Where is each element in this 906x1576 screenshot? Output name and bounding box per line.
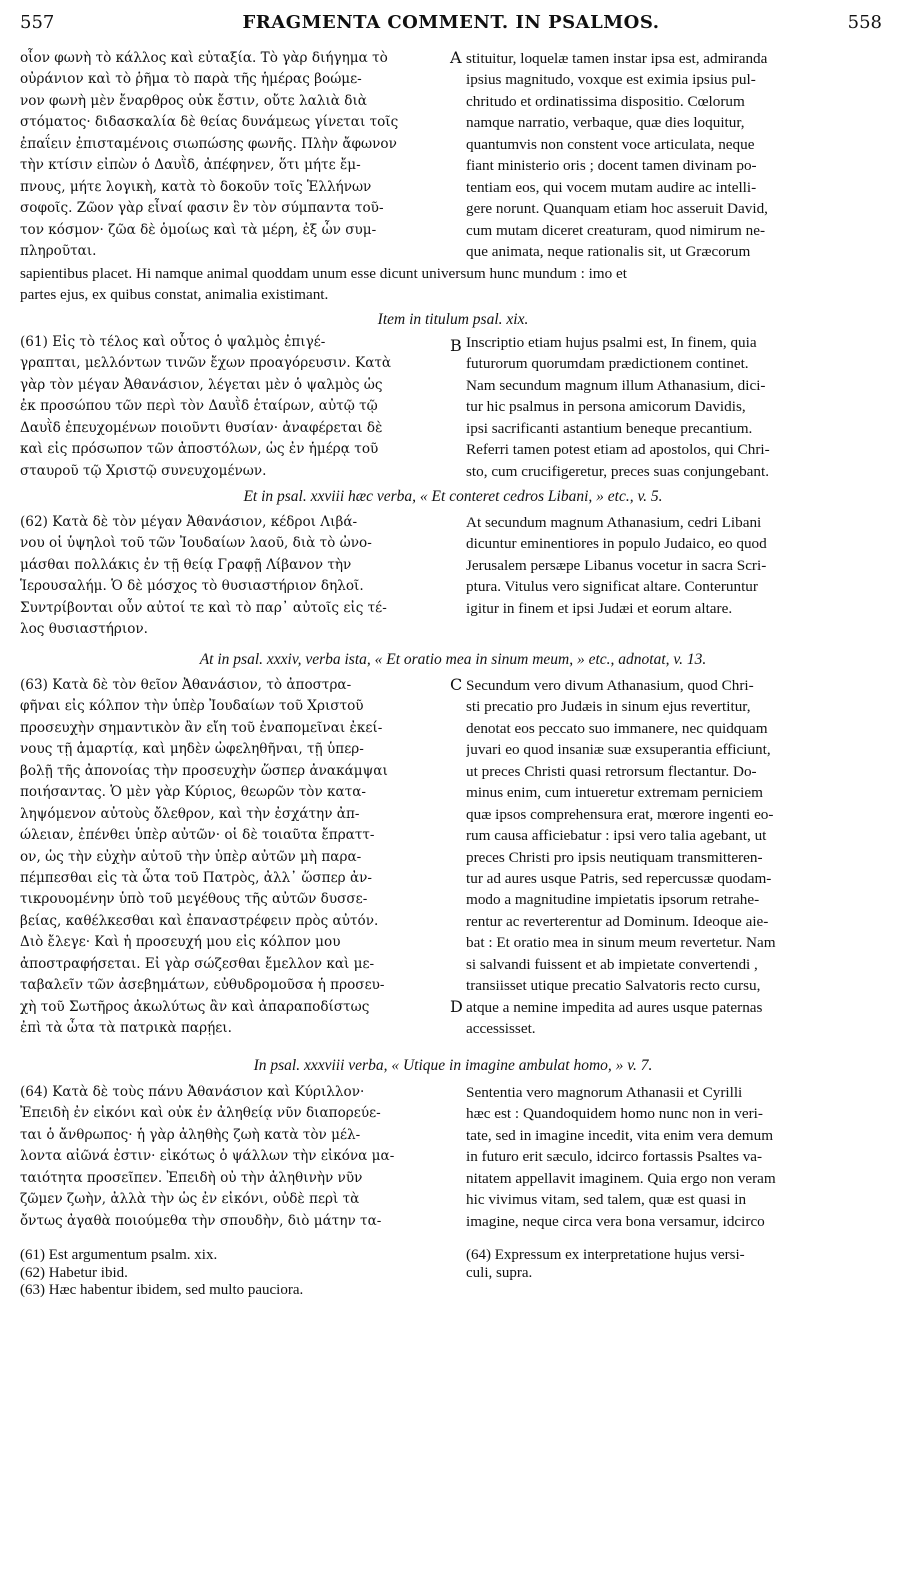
latin-text-line: rentur ac reverterentur ad Dominum. Ideoque aie- [466, 912, 769, 930]
greek-text-line: Ἐπειδὴ ἐν εἰκόνι καὶ οὐκ ἐν ἀληθείᾳ νῦν διαπορεύε- [20, 1105, 381, 1122]
greek-text-line: τὴν κτίσιν εἰπὼν ὁ Δαυῒδ, ἀπέφηνεν, ὅτι μήτε ἔμ- [20, 157, 361, 174]
greek-text-line: σοφοῖς. Ζῶον γὰρ εἶναί φασιν ἓν τὸν σύμπαντα τοῦ- [20, 200, 384, 217]
greek-text-line: τον κόσμον· ζῶα δὲ ὁμοίως καὶ τὰ μέρη, ἐξ ὧν συμ- [20, 221, 377, 238]
latin-text-line: ut preces Christi quasi retrorsum flectantur. Do- [466, 762, 757, 780]
latin-text-line: partes ejus, ex quibus constat, animalia existimant. [20, 286, 329, 304]
latin-text-line: sapientibus placet. Hi namque animal quoddam unum esse dicunt universum hunc mundum : imo et [20, 265, 627, 282]
latin-text-line: tur ad aures usque Patris, sed repercussæ quodam- [466, 869, 772, 887]
latin-text-line: que animata, neque rationalis sit, ut Græcorum [466, 242, 751, 260]
page-number-left: 557 [20, 12, 55, 33]
latin-text-line: hic vivimus vitam, sed talem, quæ est quasi in [466, 1191, 747, 1209]
latin-text-line: Jerusalem persæpe Libanus vocetur in sacra Scri- [466, 556, 767, 574]
latin-text-line: sti precatio pro Judæis in sinum ejus revertitur, [466, 698, 751, 716]
latin-text-line: imagine, neque circa vera bona versamur, idcirco [466, 1212, 765, 1230]
running-head [20, 12, 882, 40]
greek-text-line: Ἱερουσαλήμ. Ὁ δὲ μόσχος τὸ θυσιαστήριον δηλοῖ. [20, 578, 364, 595]
latin-text-line: Referri tamen potest etiam ad apostolos, qui Chri- [466, 441, 770, 459]
latin-text-line: futurorum quorumdam prædictionem continet. [466, 355, 749, 373]
greek-text-line: οἷον φωνὴ τὸ κάλλος καὶ εὐταξία. Τὸ γὰρ διήγημα τὸ [20, 50, 388, 66]
margin-marker-c: C [450, 675, 463, 694]
latin-text-line: quantumvis non constent voce articulata, neque [466, 135, 755, 153]
greek-text-line: καὶ εἰς πρόσωπον τῶν ἀποστόλων, ὡς ἐν ἡμέρᾳ τοῦ [20, 441, 379, 458]
footnote-line: (63) Hæc habentur ibidem, sed multo pauciora. [20, 1282, 304, 1298]
greek-text-line: στόματος· διδασκαλία δὲ θείας δυνάμεως γίνεται τοῖς [20, 114, 399, 131]
greek-text-line: ποιήσαντας. Ὁ μὲν γὰρ Κύριος, θεωρῶν τὸν κατα- [20, 784, 367, 801]
greek-text-line: (61) Εἰς τὸ τέλος καὶ οὗτος ὁ ψαλμὸς ἐπιγέ- [20, 334, 326, 350]
greek-text-line: ζῶμεν ζωὴν, ἀλλὰ τὴν ὡς ἐν εἰκόνι, οὐδὲ περὶ τὰ [20, 1191, 360, 1208]
greek-text-line: Διὸ ἔλεγε· Καὶ ἡ προσευχή μου εἰς κόλπον μου [20, 934, 341, 951]
greek-text-line: ἐπὶ τὰ ὦτα τὰ πατρικὰ παρῄει. [20, 1020, 232, 1036]
latin-text-line: cum mutam diceret creaturam, quod nimirum ne- [466, 221, 766, 239]
greek-text-line: βείας, καθέλκεσθαι καὶ ἐπαναστρέφειν πρὸς αὐτόν. [20, 912, 379, 929]
greek-text-line: οὐράνιον καὶ τὸ ῥῆμα τὸ παρὰ τῆς ἡμέρας βοώμε- [20, 71, 362, 88]
latin-text-line: At secundum magnum Athanasium, cedri Libani [466, 514, 762, 531]
latin-text-line: hæc est : Quandoquidem homo nunc non in veri- [466, 1105, 763, 1123]
greek-text-line: νους τῇ ἁμαρτίᾳ, καὶ μηδὲν ὠφεληθῆναι, τῇ ὑπερ- [20, 741, 364, 758]
block-2 [20, 512, 886, 642]
greek-text-line: ταιότητα προσεῖπεν. Ἐπειδὴ οὐ τὴν ἀληθινὴν νῦν [20, 1169, 363, 1186]
latin-text-line: igitur in finem et ipsi Judæi et eorum altare. [466, 599, 733, 617]
latin-text-line: tur hic psalmus in persona amicorum Davidis, [466, 398, 746, 416]
greek-text-line: βολῇ τῆς ἀπονοίας τὴν προσευχὴν ὥσπερ ἀνακάμψαι [20, 762, 388, 779]
greek-text-line: μάσθαι πολλάκις ἐν τῇ θείᾳ Γραφῇ Λίβανον τὴν [20, 556, 352, 573]
greek-text-line: γραπται, μελλόντων τινῶν ἔχων προαγόρευσιν. Κατὰ [20, 355, 392, 372]
greek-text-line: πληροῦται. [20, 242, 97, 259]
greek-column [20, 675, 448, 1039]
latin-column [466, 332, 886, 482]
greek-column [20, 48, 448, 262]
block-4 [20, 1082, 886, 1234]
latin-text-line: fiant ministerio oris ; docent tamen divinam po- [466, 157, 757, 175]
greek-text-line: νον φωνὴ μὲν ἔναρθρος οὐκ ἔστιν, οὔτε λαλιὰ διὰ [20, 92, 367, 109]
greek-text-line: (63) Κατὰ δὲ τὸν θεῖον Ἀθανάσιον, τὸ ἀποστρα- [20, 677, 352, 693]
greek-text-line: ται ὁ ἄνθρωπος· ἡ γὰρ ἀληθὴς ζωὴ κατὰ τὸν μέλ- [20, 1126, 361, 1143]
latin-text-line: denotat eos peccato suo immanere, nec quidquam [466, 719, 768, 737]
footnote-line: (62) Habetur ibid. [20, 1264, 128, 1281]
greek-text-line: σταυροῦ τῷ Χριστῷ συνευχομένων. [20, 462, 267, 479]
greek-column [20, 1082, 448, 1232]
latin-text-line: Nam secundum magnum illum Athanasium, dici- [466, 376, 766, 394]
latin-text-line: juvari eo quod insaniæ suæ exsuperantia efficiunt, [466, 741, 771, 759]
latin-text-line: Secundum vero divum Athanasium, quod Chri- [466, 677, 754, 694]
latin-text-line: si salvandi fuissent et ab impietate convertendi , [466, 955, 758, 973]
latin-column [466, 48, 886, 262]
greek-column [20, 512, 448, 641]
greek-text-line: πέμπεσθαι εἰς τὰ ὦτα τοῦ Πατρὸς, ἀλλ᾽ ὥσπερ ἀν- [20, 869, 373, 886]
greek-text-line: προσευχὴν σημαντικὸν ἂν εἴη τοῦ ἐναπομεῖναι ἐκεί- [20, 719, 383, 736]
latin-text-line: namque narratio, verbaque, quæ dies loquitur, [466, 114, 745, 132]
greek-text-line: ληψόμενον αὐτοὺς ὄλεθρον, καὶ τὴν ἐσχάτην ἀπ- [20, 805, 360, 822]
latin-column [466, 675, 886, 1039]
greek-text-line: ώλειαν, ἐπένθει ὑπὲρ αὐτῶν· οἱ δὲ τοιαῦτα ἔπραττ- [20, 827, 375, 844]
latin-text-line: gere norunt. Quanquam etiam hoc asseruit David, [466, 200, 768, 218]
greek-text-line: γὰρ τὸν μέγαν Ἀθανάσιον, λέγεται μὲν ὁ ψαλμὸς ὡς [20, 376, 383, 393]
margin-marker-d: D [450, 997, 463, 1016]
footnotes-left [20, 1247, 450, 1300]
latin-text-line: chritudo et ordinatissima dispositio. Cœlorum [466, 92, 745, 110]
latin-text-line: accessisset. [466, 1020, 536, 1037]
latin-text-line: transiisset utique precatio Salvatoris recto cursu, [466, 977, 761, 995]
latin-text-line: bat : Et oratio mea in sinum meum revertetur. Nam [466, 934, 776, 952]
full-width-latin [20, 263, 886, 306]
latin-column [466, 512, 886, 619]
running-title: FRAGMENTA COMMENT. IN PSALMOS. [242, 12, 660, 33]
greek-text-line: νου οἱ ὑψηλοὶ τοῦ τῶν Ἰουδαίων λαοῦ, διὰ τὸ ὠνο- [20, 535, 372, 552]
latin-text-line: modo a magnitudine impietatis ipsorum retrahe- [466, 891, 760, 909]
greek-text-line: τικρουομένην ὑπὸ τοῦ μεγέθους τῆς αὐτῶν δυσσε- [20, 891, 368, 908]
latin-text-line: ipsius magnitudo, voxque est eximia ipsius pul- [466, 71, 756, 89]
latin-text-line: quæ ipsos comprehensura erat, mœrore ingenti eo- [466, 805, 774, 823]
latin-text-line: rum causa afficiebatur : ipsi vero talia agebant, ut [466, 827, 767, 845]
margin-marker-a: A [450, 48, 462, 67]
page-number-right: 558 [847, 12, 882, 33]
latin-text-line: nitatem appellavit imaginem. Quia ergo non veram [466, 1169, 776, 1187]
footnote-line: (64) Expressum ex interpretatione hujus versi- [466, 1247, 745, 1263]
greek-text-line: Δαυῒδ ἐπευχομένων ποιοῦντι θυσίαν· ἀναφέρεται δὲ [20, 419, 383, 436]
footnote-line: (61) Est argumentum psalm. xix. [20, 1247, 218, 1263]
greek-column [20, 332, 448, 482]
block-3 [20, 675, 886, 1043]
latin-text-line: preces Christi pro ipsis neutiquam transmitteren- [466, 848, 763, 866]
section-heading-3: At in psal. xxxiv, verba ista, « Et oratio mea in sinum meum, » etc., adnotat, v. 13. [199, 651, 707, 668]
greek-text-line: πνους, μήτε λογικὴ, κατὰ τὸ δοκοῦν τοῖς Ἑλλήνων [20, 178, 372, 195]
greek-text-line: ταβαλεῖν τῶν ἀσεβημάτων, εὐθυδρομοῦσα ἡ προσευ- [20, 977, 385, 994]
latin-column [466, 1082, 886, 1232]
greek-text-line: ον, ὡς τὴν εὐχὴν αὐτοῦ τὴν ὑπὲρ αὐτῶν μὴ παρα- [20, 848, 362, 865]
footnotes-right [466, 1247, 886, 1282]
latin-text-line: in futuro erit sæculo, idcirco fortassis Psaltes va- [466, 1148, 763, 1166]
section-heading-1: Item in titulum psal. xix. [377, 311, 529, 328]
latin-text-line: Sententia vero magnorum Athanasii et Cyrilli [466, 1084, 743, 1101]
section-heading-2: Et in psal. xxviii hæc verba, « Et conteret cedros Libani, » etc., v. 5. [243, 488, 663, 505]
block-1 [20, 332, 886, 484]
latin-text-line: stituitur, loquelæ tamen instar ipsa est, admiranda [466, 50, 768, 67]
greek-text-line: χὴ τοῦ Σωτῆρος ἀκωλύτως ἂν καὶ ἀπαραποδίστως [20, 998, 370, 1015]
latin-text-line: dicuntur eminentiores in populo Judaico, eo quod [466, 535, 767, 553]
greek-text-line: φῆναι εἰς κόλπον τὴν ὑπὲρ Ἰουδαίων τοῦ Χριστοῦ [20, 698, 364, 715]
greek-text-line: λος θυσιαστήριον. [20, 621, 149, 638]
greek-text-line: ἐπαΐειν ἐπισταμένοις σιωπώσης φωνῆς. Πλὴν ἄφωνον [20, 135, 397, 152]
latin-text-line: atque a nemine impedita ad aures usque paternas [466, 998, 763, 1016]
latin-text-line: ptura. Vitulus vero significat altare. Conteruntur [466, 578, 758, 596]
block-0 [20, 48, 886, 264]
latin-text-line: Inscriptio etiam hujus psalmi est, In finem, quia [466, 334, 757, 351]
latin-text-line: tate, sed in imagine incedit, vita enim vera demum [466, 1126, 774, 1144]
latin-text-line: ipsi sacrificanti astantium beneque precantium. [466, 419, 753, 437]
greek-text-line: (64) Κατὰ δὲ τοὺς πάνυ Ἀθανάσιον καὶ Κύριλλον· [20, 1084, 365, 1100]
greek-text-line: (62) Κατὰ δὲ τὸν μέγαν Ἀθανάσιον, κέδροι Λιβά- [20, 514, 358, 530]
greek-text-line: ἀποστραφήσεται. Εἰ γὰρ σώζεσθαι ἔμελλον καὶ με- [20, 955, 375, 972]
latin-text-line: sto, cum crucifigeretur, preces suas conjungebant. [466, 462, 770, 480]
latin-text-line: minus enim, cum intueretur extremam perniciem [466, 784, 763, 802]
latin-text-line: tentiam eos, qui vocem mutam audire ac intelli- [466, 178, 757, 196]
greek-text-line: Συντρίβονται οὖν αὐτοί τε καὶ τὸ παρ᾽ αὐτοῖς εἰς τέ- [20, 599, 387, 616]
section-heading-4: In psal. xxxviii verba, « Utique in imagine ambulat homo, » v. 7. [253, 1057, 653, 1074]
greek-text-line: λοντα αἰῶνά ἐστιν· εἰκότως ὁ ψάλλων τὴν εἰκόνα μα- [20, 1148, 395, 1165]
greek-text-line: ἐκ προσώπου τῶν περὶ τὸν Δαυῒδ ἑταίρων, αὐτῷ τῷ [20, 398, 378, 415]
footnote-line: culi, supra. [466, 1264, 533, 1281]
margin-marker-b: B [450, 336, 462, 355]
greek-text-line: ὄντως ἀγαθὰ ποιούμεθα τὴν σπουδὴν, διὸ μάτην τα- [20, 1212, 382, 1229]
